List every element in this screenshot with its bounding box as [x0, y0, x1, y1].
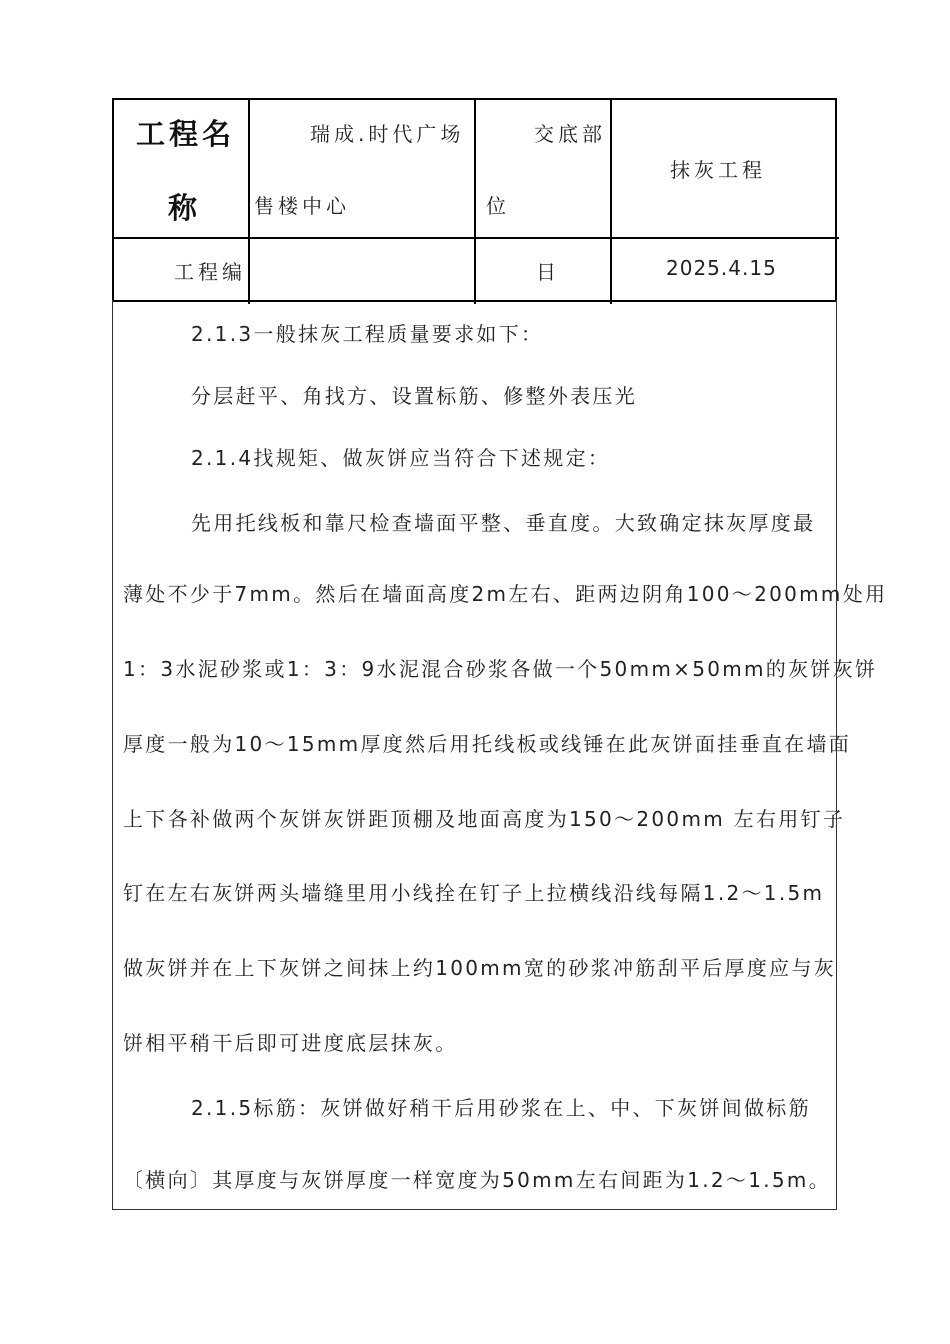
paragraph-line: 上下各补做两个灰饼灰饼距顶棚及地面高度为150～200mm 左右用钉子: [123, 807, 846, 831]
project-name-value-cont: 售楼中心: [254, 194, 350, 218]
project-name-label: 工程名: [136, 117, 236, 151]
disclosure-content: [112, 300, 888, 1210]
paragraph-line: 做灰饼并在上下灰饼之间抹上约100mm宽的砂浆冲筋刮平后厚度应与灰: [123, 956, 837, 980]
project-name-label-cont: 称: [168, 191, 202, 225]
column-divider: [474, 100, 476, 304]
project-no-label: 工程编: [174, 260, 246, 284]
paragraph-line: 2.1.3一般抹灰工程质量要求如下：: [191, 322, 544, 346]
paragraph-line: 厚度一般为10～15mm厚度然后用托线板或线锤在此灰饼面挂垂直在墙面: [123, 732, 852, 756]
paragraph-line: 钉在左右灰饼两头墙缝里用小线拴在钉子上拉横线沿线每隔1.2～1.5m: [123, 881, 825, 905]
paragraph-line: 2.1.4找规矩、做灰饼应当符合下述规定：: [191, 446, 611, 470]
date-label: 日: [536, 260, 559, 284]
location-label-cont: 位: [486, 194, 509, 218]
paragraph-line: 先用托线板和靠尺检查墙面平整、垂直度。大致确定抹灰厚度最: [191, 511, 816, 535]
paragraph-line: 〔横向〕其厚度与灰饼厚度一样宽度为50mm左右间距为1.2～1.5m。: [123, 1168, 832, 1192]
paragraph-line: 2.1.5标筋：灰饼做好稍干后用砂浆在上、中、下灰饼间做标筋: [191, 1096, 811, 1120]
disclosure-form: [112, 98, 888, 1210]
row-divider: [114, 237, 839, 239]
column-divider: [248, 100, 250, 304]
location-value: 抹灰工程: [670, 158, 766, 182]
paragraph-line: 饼相平稍干后即可进度底层抹灰。: [123, 1031, 458, 1055]
paragraph-line: 薄处不少于7mm。然后在墙面高度2m左右、距两边阴角100～200mm处用: [123, 582, 888, 606]
header-table: [112, 98, 837, 302]
column-divider: [610, 100, 612, 304]
paragraph-line: 1：3水泥砂浆或1：3：9水泥混合砂浆各做一个50mm×50mm的灰饼灰饼: [123, 657, 878, 681]
location-label: 交底部: [534, 122, 606, 146]
date-value: 2025.4.15: [666, 256, 777, 280]
paragraph-line: 分层赶平、角找方、设置标筋、修整外表压光: [191, 384, 637, 408]
project-name-value: 瑞成.时代广场: [310, 122, 465, 146]
